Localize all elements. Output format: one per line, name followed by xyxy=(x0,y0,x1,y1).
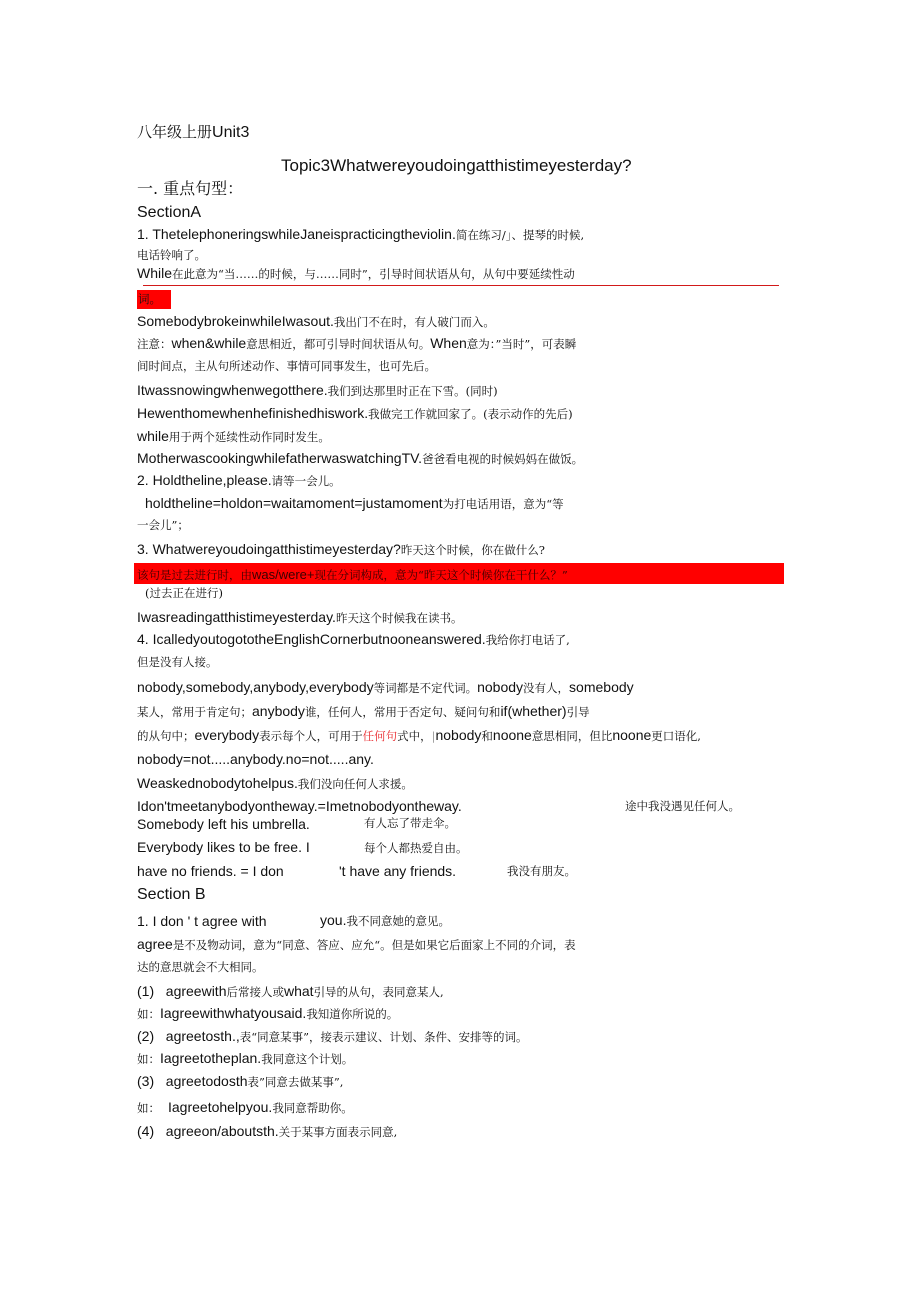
text-line-21: nobody,somebody,anybody,everybody等词都是不定代词。nobody没有人，somebody xyxy=(137,679,634,695)
text-line-2: 电话铃响了。 xyxy=(137,248,206,262)
text-line-30-rest: you.我不同意她的意见。 xyxy=(320,912,450,928)
text-line-27-en: Somebody left his umbrella. xyxy=(137,816,310,832)
text-line-38: 如： Iagreetohelpyou.我同意帮助你。 xyxy=(137,1099,353,1115)
text-line-10: while用于两个延续性动作同时发生。 xyxy=(137,428,330,444)
section-heading-sentences: 一. 重点句型： xyxy=(137,179,244,198)
text-line-29-en2: 't have any friends. xyxy=(339,863,457,879)
text-line-27-zh: 有人忘了带走伞。 xyxy=(364,816,456,830)
text-line-1: 1. ThetelephoneringswhileJaneispracticingtheviolin.简在练习/」、提琴的时候, xyxy=(137,226,585,242)
text-line-19: 4. IcalledyoutogototheEnglishCornerbutnooneanswered.我给你打电话了, xyxy=(137,631,570,647)
text-line-26-en: Idon'tmeetanybodyontheway.=Imetnobodyontheway. xyxy=(137,798,462,814)
text-line-28-zh: 每个人都热爱自由。 xyxy=(364,841,468,855)
text-line-18: Iwasreadingatthistimeyesterday.昨天这个时候我在读书。 xyxy=(137,609,463,625)
text-line-13: holdtheline=holdon=waitamoment=justamoment为打电话用语，意为“等 xyxy=(145,495,564,511)
text-line-8: Itwassnowingwhenwegotthere.我们到达那里时正在下雪。(同时) xyxy=(137,382,498,398)
text-line-34: 如：Iagreewithwhatyousaid.我知道你所说的。 xyxy=(137,1005,399,1021)
text-line-39: (4) agreeon/aboutsth.关于某事方面表示同意, xyxy=(137,1123,398,1139)
text-line-3: While在此意为“当……的时候，与……同时”，引导时间状语从句，从句中要延续性动 xyxy=(137,265,575,281)
text-line-9: Hewenthomewhenhefinishedhiswork.我做完工作就回家了。(表示动作的先后) xyxy=(137,405,573,421)
text-line-26-zh: 途中我没遇见任何人。 xyxy=(625,799,740,813)
text-line-22: 某人，常用于肯定句；anybody谁，任何人，常用于否定句、疑问句和if(whether)引导 xyxy=(137,703,590,719)
doc-title: 八年级上册Unit3 xyxy=(137,123,250,141)
text-line-29-zh: 我没有朋友。 xyxy=(507,864,576,878)
text-line-17: (过去正在进行) xyxy=(145,586,223,600)
text-line-36: 如：Iagreetotheplan.我同意这个计划。 xyxy=(137,1050,354,1066)
text-line-20: 但是没有人接。 xyxy=(137,655,218,669)
text-line-6: 注意：when&while意思相近，都可引导时间状语从句。When意为：”当时”，可表瞬 xyxy=(137,335,577,351)
red-underline-rule xyxy=(143,285,779,286)
text-line-32: 达的意思就会不大相同。 xyxy=(137,960,264,974)
text-line-30-en1: 1. I don ' t agree with xyxy=(137,913,267,929)
section-a-heading: SectionA xyxy=(137,204,202,221)
section-b-heading: Section B xyxy=(137,886,206,903)
text-line-25: Weaskednobodytohelpus.我们没向任何人求援。 xyxy=(137,775,413,791)
text-line-12: 2. Holdtheline,please.请等一会儿。 xyxy=(137,472,341,488)
text-line-28-en: Everybody likes to be free. I xyxy=(137,839,310,855)
text-line-33: (1) agreewith后常接人或what引导的从句，表同意某人, xyxy=(137,983,444,999)
text-line-5: SomebodybrokeinwhileIwasout.我出门不在时，有人破门而入。 xyxy=(137,313,495,329)
text-line-16: 该句是过去进行时，由was/were+现在分词构成，意为“昨天这个时候你在干什么？” xyxy=(137,567,568,582)
text-line-29-en1: have no friends. = I don xyxy=(137,863,284,879)
topic-heading: Topic3Whatwereyoudoingatthistimeyesterday? xyxy=(281,156,632,175)
text-line-11: MotherwascookingwhilefatherwaswatchingTV.爸爸看电视的时候妈妈在做饭。 xyxy=(137,450,584,466)
text-line-37: (3) agreetodosth表”同意去做某事”, xyxy=(137,1073,344,1089)
text-line-14: 一会儿”； xyxy=(137,518,189,532)
text-line-31: agree是不及物动词，意为“同意、答应、应允“。但是如果它后面家上不同的介词，表 xyxy=(137,936,576,952)
text-line-4: 词。 xyxy=(138,292,161,306)
text-line-15: 3. Whatwereyoudoingatthistimeyesterday?昨天这个时候，你在做什么? xyxy=(137,541,545,557)
text-line-7: 间时间点，主从句所述动作、事情可同事发生，也可先后。 xyxy=(137,359,436,373)
text-line-35: (2) agreetosth.,表“同意某事”，接表示建议、计划、条件、安排等的词。 xyxy=(137,1028,528,1044)
text-line-24: nobody=not.....anybody.no=not.....any. xyxy=(137,751,374,767)
text-line-23: 的从句中；everybody表示每个人，可用于任何句式中，|nobody和noone意思相同，但比noone更口语化, xyxy=(137,727,701,743)
